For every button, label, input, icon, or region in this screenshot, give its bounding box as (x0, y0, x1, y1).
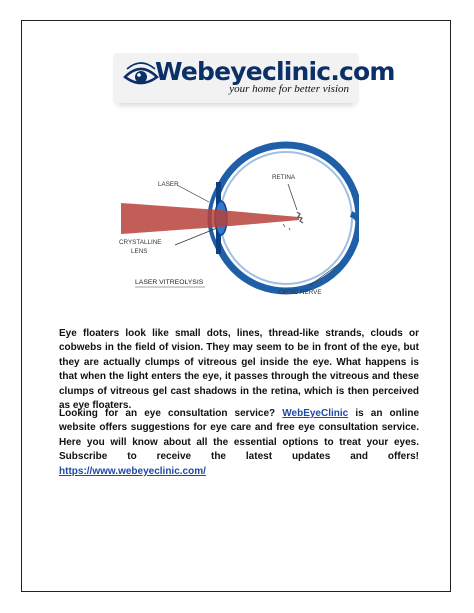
label-optic-nerve: OPTIC NERVE (279, 289, 322, 296)
eye-logo-icon (123, 59, 159, 93)
webeyeclinic-link[interactable]: WebEyeClinic (282, 408, 349, 419)
label-laser: LASER (158, 181, 179, 188)
label-lens: LENS (131, 248, 148, 255)
logo-tagline: your home for better vision (229, 83, 349, 95)
laser-vitreolysis-diagram (113, 124, 359, 318)
paragraph-consultation (59, 407, 419, 479)
website-url-link[interactable]: https://www.webeyeclinic.com/ (59, 465, 206, 477)
logo-text-web: eb (180, 57, 215, 86)
logo-text-eye: eye (214, 57, 262, 86)
paragraph-eye-floaters: Eye floaters look like small dots, lines, thread-like strands, clouds or cobwebs in the field of vision. They may seem to be in front of the eye, but they are actually clumps of vitreous gel inside the eye. What happens is that when the light enters the eye, it passes through the vitreous and these clumps of vitreous gel cast shadows in the retina, which is then perceived as eye floaters. (59, 328, 419, 412)
label-procedure: LASER VITREOLYSIS (135, 279, 204, 286)
logo-text-com: .com (330, 57, 395, 86)
logo-text-clinic: clinic (261, 57, 331, 86)
p2-text-middle: is an online website offers suggestions for eye care and free eye consultation service. Here you will know about all the essential options to treat your eyes. Subscribe to receive the latest updates and offers! (59, 408, 420, 463)
label-retina: RETINA (272, 174, 296, 181)
logo-letter-w: W (155, 57, 181, 86)
p2-text-start: Looking for an eye consultation service? (59, 408, 283, 419)
logo[interactable] (113, 53, 395, 103)
label-crystalline: CRYSTALLINE (119, 239, 162, 246)
laser-leader (177, 185, 209, 202)
